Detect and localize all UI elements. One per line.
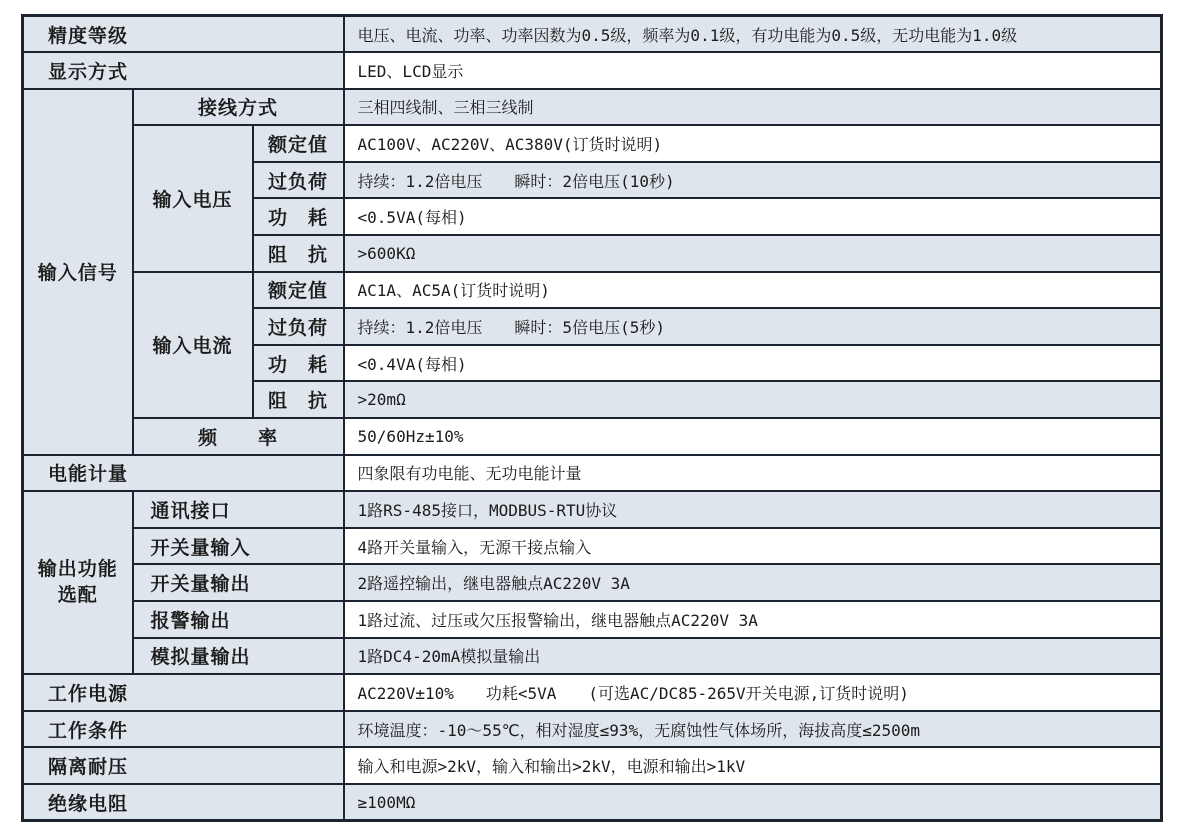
spec-label-energy-metering: 电能计量 xyxy=(23,455,344,492)
spec-table-container xyxy=(21,14,1163,822)
spec-label-voltage-rated: 额定值 xyxy=(253,125,344,162)
table-row xyxy=(23,784,1162,821)
spec-label-working-conditions: 工作条件 xyxy=(23,711,344,748)
table-row xyxy=(23,418,1162,455)
spec-group-output-options-label: 输出功能选配 xyxy=(37,559,118,606)
spec-label-accuracy-class: 精度等级 xyxy=(23,16,344,53)
spec-label-wiring-mode: 接线方式 xyxy=(133,89,344,126)
spec-label-analog-output: 模拟量输出 xyxy=(133,638,344,675)
spec-label-digital-output: 开关量输出 xyxy=(133,564,344,601)
spec-value-insulation-resistance: ≥100MΩ xyxy=(344,784,1162,821)
spec-value-voltage-overload: 持续：1.2倍电压 瞬时：2倍电压(10秒) xyxy=(344,162,1162,199)
spec-value-voltage-rated: AC100V、AC220V、AC380V(订货时说明) xyxy=(344,125,1162,162)
spec-table xyxy=(21,14,1163,822)
table-row xyxy=(23,674,1162,711)
spec-label-current-overload: 过负荷 xyxy=(253,308,344,345)
spec-value-alarm-output: 1路过流、过压或欠压报警输出，继电器触点AC220V 3A xyxy=(344,601,1162,638)
spec-group-output-options xyxy=(23,491,133,674)
spec-label-voltage-overload: 过负荷 xyxy=(253,162,344,199)
spec-group-input-voltage: 输入电压 xyxy=(133,125,253,271)
table-row xyxy=(23,89,1162,126)
spec-label-digital-input: 开关量输入 xyxy=(133,528,344,565)
spec-label-comm-interface: 通讯接口 xyxy=(133,491,344,528)
spec-value-accuracy-class: 电压、电流、功率、功率因数为0.5级，频率为0.1级，有功电能为0.5级，无功电能为1.0级 xyxy=(344,16,1162,53)
spec-label-current-consumption: 功 耗 xyxy=(253,345,344,382)
spec-label-current-impedance: 阻 抗 xyxy=(253,381,344,418)
spec-value-current-rated: AC1A、AC5A(订货时说明) xyxy=(344,272,1162,309)
spec-value-power-supply: AC220V±10% 功耗<5VA (可选AC/DC85-265V开关电源,订货时说明) xyxy=(344,674,1162,711)
spec-label-isolation-voltage: 隔离耐压 xyxy=(23,747,344,784)
spec-value-current-overload: 持续：1.2倍电压 瞬时：5倍电压(5秒) xyxy=(344,308,1162,345)
table-row xyxy=(23,747,1162,784)
spec-group-input-signal: 输入信号 xyxy=(23,89,133,455)
spec-value-analog-output: 1路DC4-20mA模拟量输出 xyxy=(344,638,1162,675)
spec-label-alarm-output: 报警输出 xyxy=(133,601,344,638)
table-row xyxy=(23,638,1162,675)
spec-value-frequency: 50/60Hz±10% xyxy=(344,418,1162,455)
table-row xyxy=(23,564,1162,601)
spec-label-voltage-impedance: 阻 抗 xyxy=(253,235,344,272)
spec-value-isolation-voltage: 输入和电源>2kV，输入和输出>2kV，电源和输出>1kV xyxy=(344,747,1162,784)
spec-value-energy-metering: 四象限有功电能、无功电能计量 xyxy=(344,455,1162,492)
table-row xyxy=(23,52,1162,89)
spec-group-input-current: 输入电流 xyxy=(133,272,253,418)
spec-value-voltage-consumption: <0.5VA(每相) xyxy=(344,198,1162,235)
spec-value-wiring-mode: 三相四线制、三相三线制 xyxy=(344,89,1162,126)
spec-value-comm-interface: 1路RS-485接口，MODBUS-RTU协议 xyxy=(344,491,1162,528)
spec-label-display-mode: 显示方式 xyxy=(23,52,344,89)
spec-value-current-consumption: <0.4VA(每相) xyxy=(344,345,1162,382)
table-row xyxy=(23,16,1162,53)
spec-value-display-mode: LED、LCD显示 xyxy=(344,52,1162,89)
table-row xyxy=(23,711,1162,748)
spec-label-current-rated: 额定值 xyxy=(253,272,344,309)
table-row xyxy=(23,125,1162,162)
spec-value-voltage-impedance: >600KΩ xyxy=(344,235,1162,272)
spec-label-power-supply: 工作电源 xyxy=(23,674,344,711)
spec-label-voltage-consumption: 功 耗 xyxy=(253,198,344,235)
spec-value-digital-input: 4路开关量输入，无源干接点输入 xyxy=(344,528,1162,565)
table-row xyxy=(23,455,1162,492)
spec-label-frequency: 频 率 xyxy=(133,418,344,455)
table-row xyxy=(23,491,1162,528)
table-row xyxy=(23,272,1162,309)
spec-label-insulation-resistance: 绝缘电阻 xyxy=(23,784,344,821)
spec-value-digital-output: 2路遥控输出，继电器触点AC220V 3A xyxy=(344,564,1162,601)
table-row xyxy=(23,528,1162,565)
table-row xyxy=(23,601,1162,638)
spec-value-working-conditions: 环境温度：-10～55℃，相对湿度≤93%，无腐蚀性气体场所，海拔高度≤2500m xyxy=(344,711,1162,748)
spec-value-current-impedance: >20mΩ xyxy=(344,381,1162,418)
